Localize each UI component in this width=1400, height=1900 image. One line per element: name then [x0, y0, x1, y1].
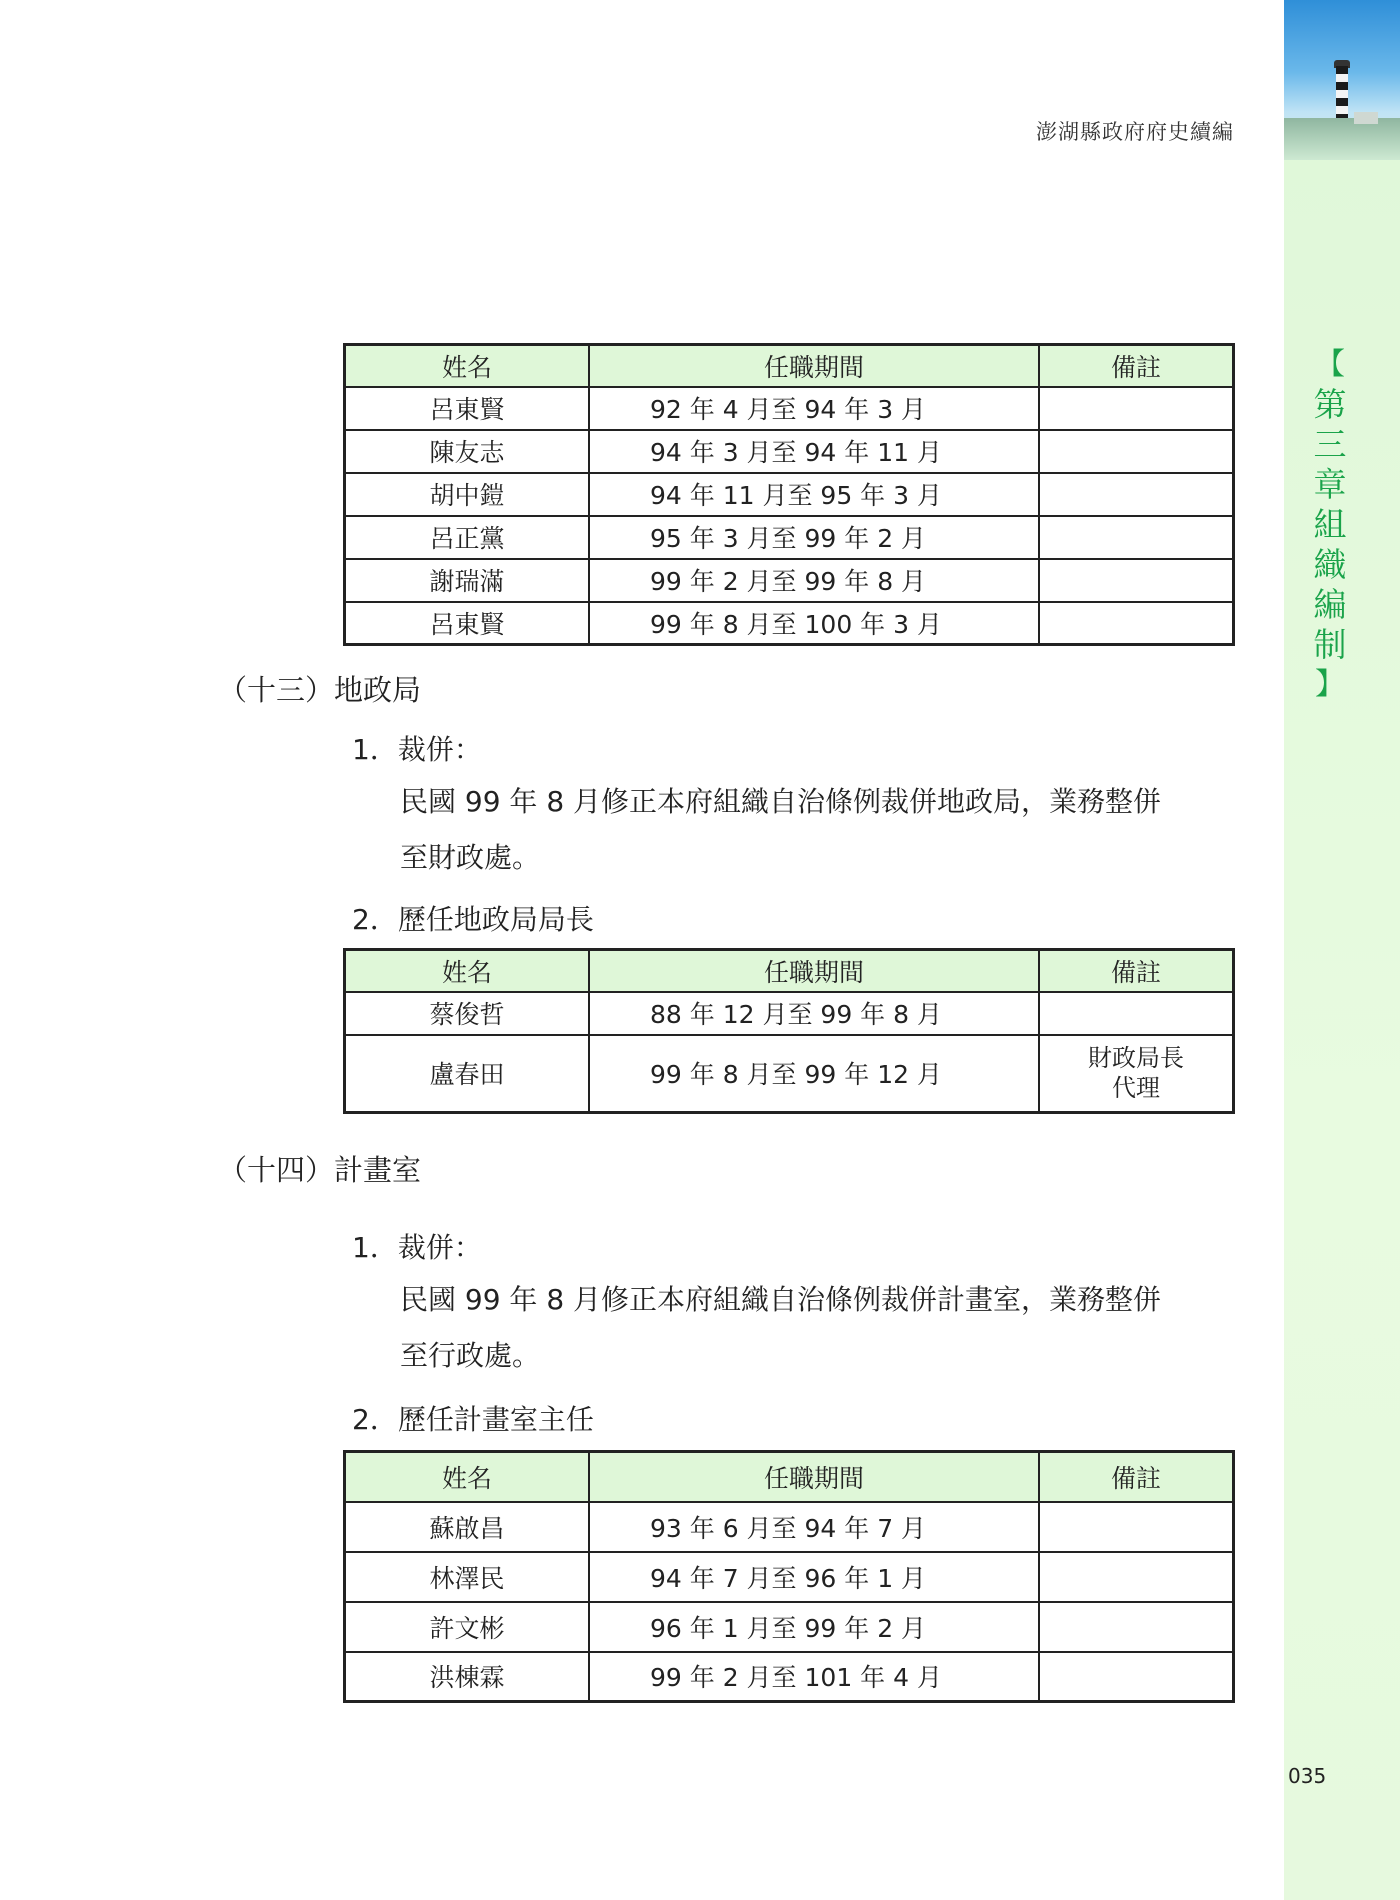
- chapter-char: 三: [1313, 425, 1347, 464]
- cell-note: [1039, 1502, 1234, 1552]
- keeper-house: [1354, 112, 1378, 124]
- col-header-name: 姓名: [345, 950, 590, 992]
- cell-period: 92 年 4 月至 94 年 3 月: [589, 387, 1039, 430]
- cell-period: 88 年 12 月至 99 年 8 月: [589, 992, 1039, 1035]
- table-row: [345, 602, 1234, 645]
- cell-name: 胡中鎧: [345, 473, 590, 516]
- table-row: [345, 992, 1234, 1035]
- col-header-period: 任職期間: [589, 345, 1039, 387]
- cell-period: 99 年 8 月至 100 年 3 月: [589, 602, 1039, 645]
- cell-note: [1039, 473, 1234, 516]
- chapter-char: 織: [1313, 545, 1347, 584]
- paragraph-line: 民國 99 年 8 月修正本府組織自治條例裁併地政局，業務整併: [400, 785, 1162, 818]
- cell-note: [1039, 1652, 1234, 1702]
- cell-name: 蔡俊哲: [345, 992, 590, 1035]
- cell-note: [1039, 1552, 1234, 1602]
- table-row: [345, 1502, 1234, 1552]
- cell-note: [1039, 387, 1234, 430]
- page-number: 035: [1288, 1764, 1327, 1788]
- col-header-period: 任職期間: [589, 1452, 1039, 1502]
- item-heading: 2．歷任計畫室主任: [352, 1403, 594, 1436]
- cell-period: 95 年 3 月至 99 年 2 月: [589, 516, 1039, 559]
- cell-period: 94 年 11 月至 95 年 3 月: [589, 473, 1039, 516]
- paragraph-line: 至財政處。: [400, 841, 541, 874]
- col-header-name: 姓名: [345, 1452, 590, 1502]
- cell-period: 94 年 3 月至 94 年 11 月: [589, 430, 1039, 473]
- table-header-row: [345, 950, 1234, 992]
- table-row: [345, 387, 1234, 430]
- note-line: 財政局長: [1088, 1044, 1184, 1073]
- cell-name: 呂東賢: [345, 387, 590, 430]
- roster-table-prev: [343, 343, 1235, 646]
- col-header-note: 備註: [1039, 1452, 1234, 1502]
- table-header-row: [345, 1452, 1234, 1502]
- paragraph: [400, 1272, 1240, 1384]
- cell-name: 陳友志: [345, 430, 590, 473]
- cell-note: [1039, 1602, 1234, 1652]
- item-heading: 1．裁併：: [352, 733, 482, 766]
- table-row: [345, 1652, 1234, 1702]
- item-heading: 2．歷任地政局局長: [352, 903, 594, 936]
- cell-period: 96 年 1 月至 99 年 2 月: [589, 1602, 1039, 1652]
- table-row: [345, 1035, 1234, 1113]
- cell-period: 99 年 8 月至 99 年 12 月: [589, 1035, 1039, 1113]
- lighthouse-tower: [1336, 66, 1348, 122]
- chapter-char: 第: [1313, 385, 1347, 424]
- side-strip: [1284, 0, 1400, 1900]
- cell-name: 呂正黨: [345, 516, 590, 559]
- cell-note: [1039, 1035, 1234, 1113]
- col-header-name: 姓名: [345, 345, 590, 387]
- cell-name: 林澤民: [345, 1552, 590, 1602]
- cell-note: [1039, 602, 1234, 645]
- section-heading: （十四）計畫室: [218, 1153, 422, 1187]
- col-header-note: 備註: [1039, 345, 1234, 387]
- cell-name: 蘇啟昌: [345, 1502, 590, 1552]
- table-header-row: [345, 345, 1234, 387]
- chapter-bracket-close: 】: [1315, 667, 1345, 702]
- table-row: [345, 559, 1234, 602]
- chapter-char: 組: [1313, 505, 1347, 544]
- table-row: [345, 473, 1234, 516]
- chapter-char: 編: [1313, 585, 1347, 624]
- cell-name: 盧春田: [345, 1035, 590, 1113]
- chapter-char: 制: [1313, 625, 1347, 664]
- cell-note: [1039, 992, 1234, 1035]
- cell-period: 94 年 7 月至 96 年 1 月: [589, 1552, 1039, 1602]
- paragraph: [400, 774, 1240, 886]
- paragraph-line: 民國 99 年 8 月修正本府組織自治條例裁併計畫室，業務整併: [400, 1283, 1162, 1316]
- cell-name: 許文彬: [345, 1602, 590, 1652]
- cell-name: 洪棟霖: [345, 1652, 590, 1702]
- cell-note: [1039, 430, 1234, 473]
- cell-note: [1039, 559, 1234, 602]
- col-header-period: 任職期間: [589, 950, 1039, 992]
- cell-period: 99 年 2 月至 101 年 4 月: [589, 1652, 1039, 1702]
- note-line: 代理: [1112, 1074, 1160, 1103]
- table-row: [345, 1602, 1234, 1652]
- chapter-bracket-open: 【: [1315, 347, 1345, 382]
- section-heading: （十三）地政局: [218, 673, 422, 707]
- table-row: [345, 516, 1234, 559]
- table-row: [345, 430, 1234, 473]
- cell-note: [1039, 516, 1234, 559]
- paragraph-line: 至行政處。: [400, 1339, 541, 1372]
- roster-table-planning: [343, 1450, 1235, 1703]
- cell-name: 呂東賢: [345, 602, 590, 645]
- col-header-note: 備註: [1039, 950, 1234, 992]
- sea-shore: [1284, 118, 1400, 160]
- table-row: [345, 1552, 1234, 1602]
- roster-table-land: [343, 948, 1235, 1114]
- cell-name: 謝瑞滿: [345, 559, 590, 602]
- cell-period: 93 年 6 月至 94 年 7 月: [589, 1502, 1039, 1552]
- running-header: 澎湖縣政府府史續編: [1036, 120, 1234, 144]
- lighthouse-photo: [1284, 0, 1400, 160]
- chapter-char: 章: [1313, 465, 1347, 504]
- item-heading: 1．裁併：: [352, 1231, 482, 1264]
- cell-period: 99 年 2 月至 99 年 8 月: [589, 559, 1039, 602]
- chapter-tab: [1308, 345, 1352, 705]
